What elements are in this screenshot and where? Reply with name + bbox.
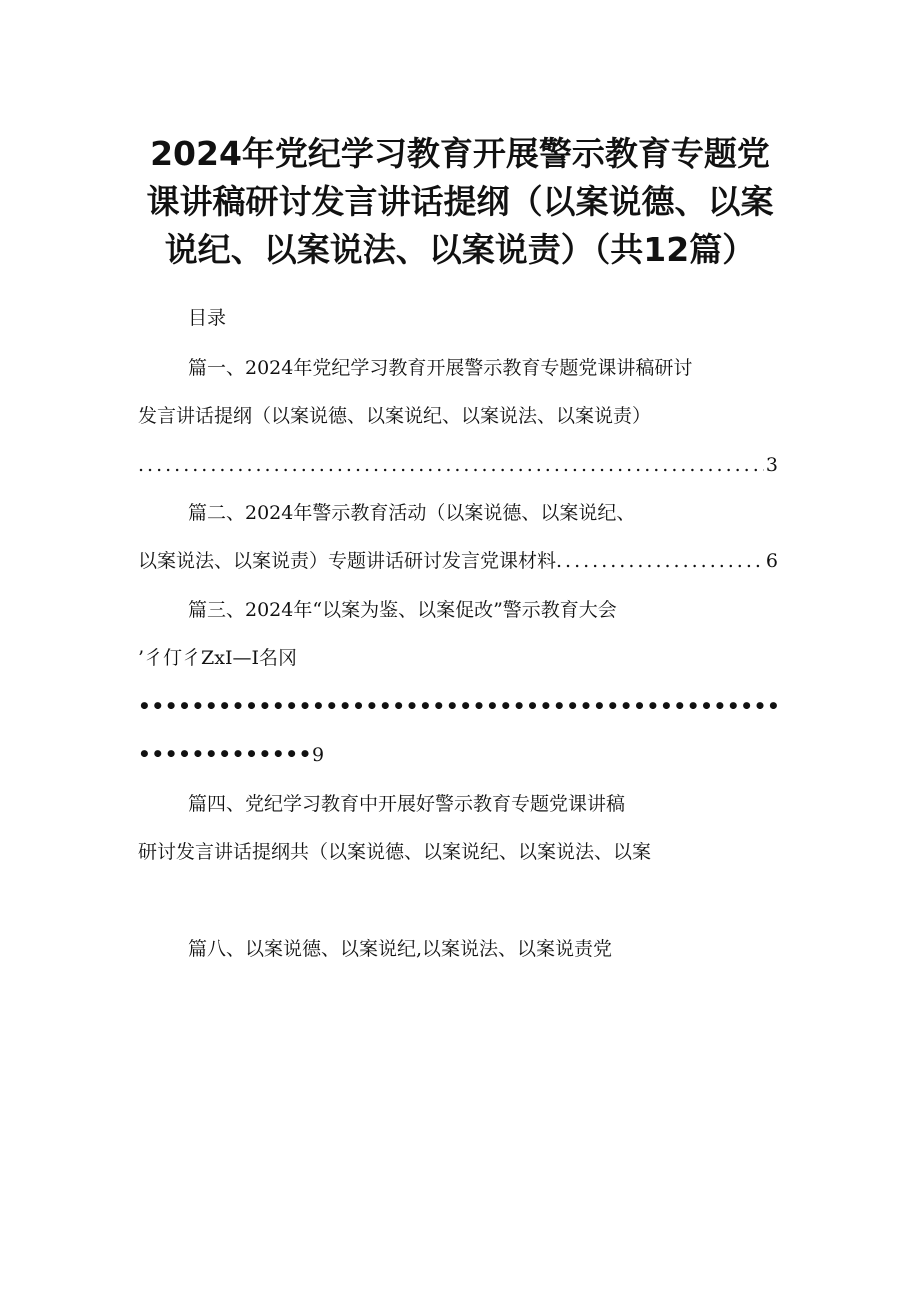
toc-entry-2-page: 6 bbox=[765, 550, 778, 572]
toc-entry-1-leader[interactable] bbox=[138, 452, 778, 478]
toc-entry-4-line-2[interactable]: 研讨发言讲话提纲共（以案说德、以案说纪、以案说法、以案 bbox=[138, 841, 652, 863]
title-line: 2024年党纪学习教育开展警示教育专题党 bbox=[150, 134, 770, 173]
title-line: 说纪、以案说法、以案说责）（共12篇） bbox=[164, 230, 756, 269]
title-line: 课讲稿研讨发言讲话提纲（以案说德、以案 bbox=[146, 182, 774, 221]
toc-entry-1-page: 3 bbox=[765, 454, 778, 476]
bullet-leader-tail: ••••••••••••• bbox=[138, 742, 312, 766]
toc-entry-1-line-2[interactable]: 发言讲话提纲（以案说德、以案说纪、以案说法、以案说责） bbox=[138, 405, 652, 427]
dot-leader bbox=[556, 548, 764, 574]
toc-entry-2-line-2: 以案说法、以案说责）专题讲话研讨发言党课材料 bbox=[138, 550, 557, 572]
toc-entry-3-page: 9 bbox=[311, 744, 325, 766]
toc-entry-2-line-1[interactable]: 篇二、2024年警示教育活动（以案说德、以案说纪、 bbox=[188, 502, 636, 524]
toc-entry-3-line-1[interactable]: 篇三、2024年“以案为鉴、以案促改”警示教育大会 bbox=[188, 599, 617, 621]
dot-leader bbox=[138, 452, 764, 478]
toc-entry-1-line-1[interactable]: 篇一、2024年党纪学习教育开展警示教育专题党课讲稿研讨 bbox=[188, 357, 693, 379]
toc-entry-3-bullet-leader bbox=[138, 693, 778, 719]
document-title bbox=[110, 130, 810, 274]
toc-heading: 目录 bbox=[188, 307, 227, 329]
toc-entry-2-line-2-row[interactable] bbox=[138, 548, 778, 574]
toc-entry-8-line-1[interactable]: 篇八、以案说德、以案说纪,以案说法、以案说责党 bbox=[188, 938, 613, 960]
toc-entry-3-line-2[interactable]: ’彳仃彳ZxI—I名冈 bbox=[138, 647, 297, 669]
toc-entry-4-line-1[interactable]: 篇四、党纪学习教育中开展好警示教育专题党课讲稿 bbox=[188, 793, 626, 815]
toc-entry-3-leader-row[interactable] bbox=[138, 741, 325, 768]
